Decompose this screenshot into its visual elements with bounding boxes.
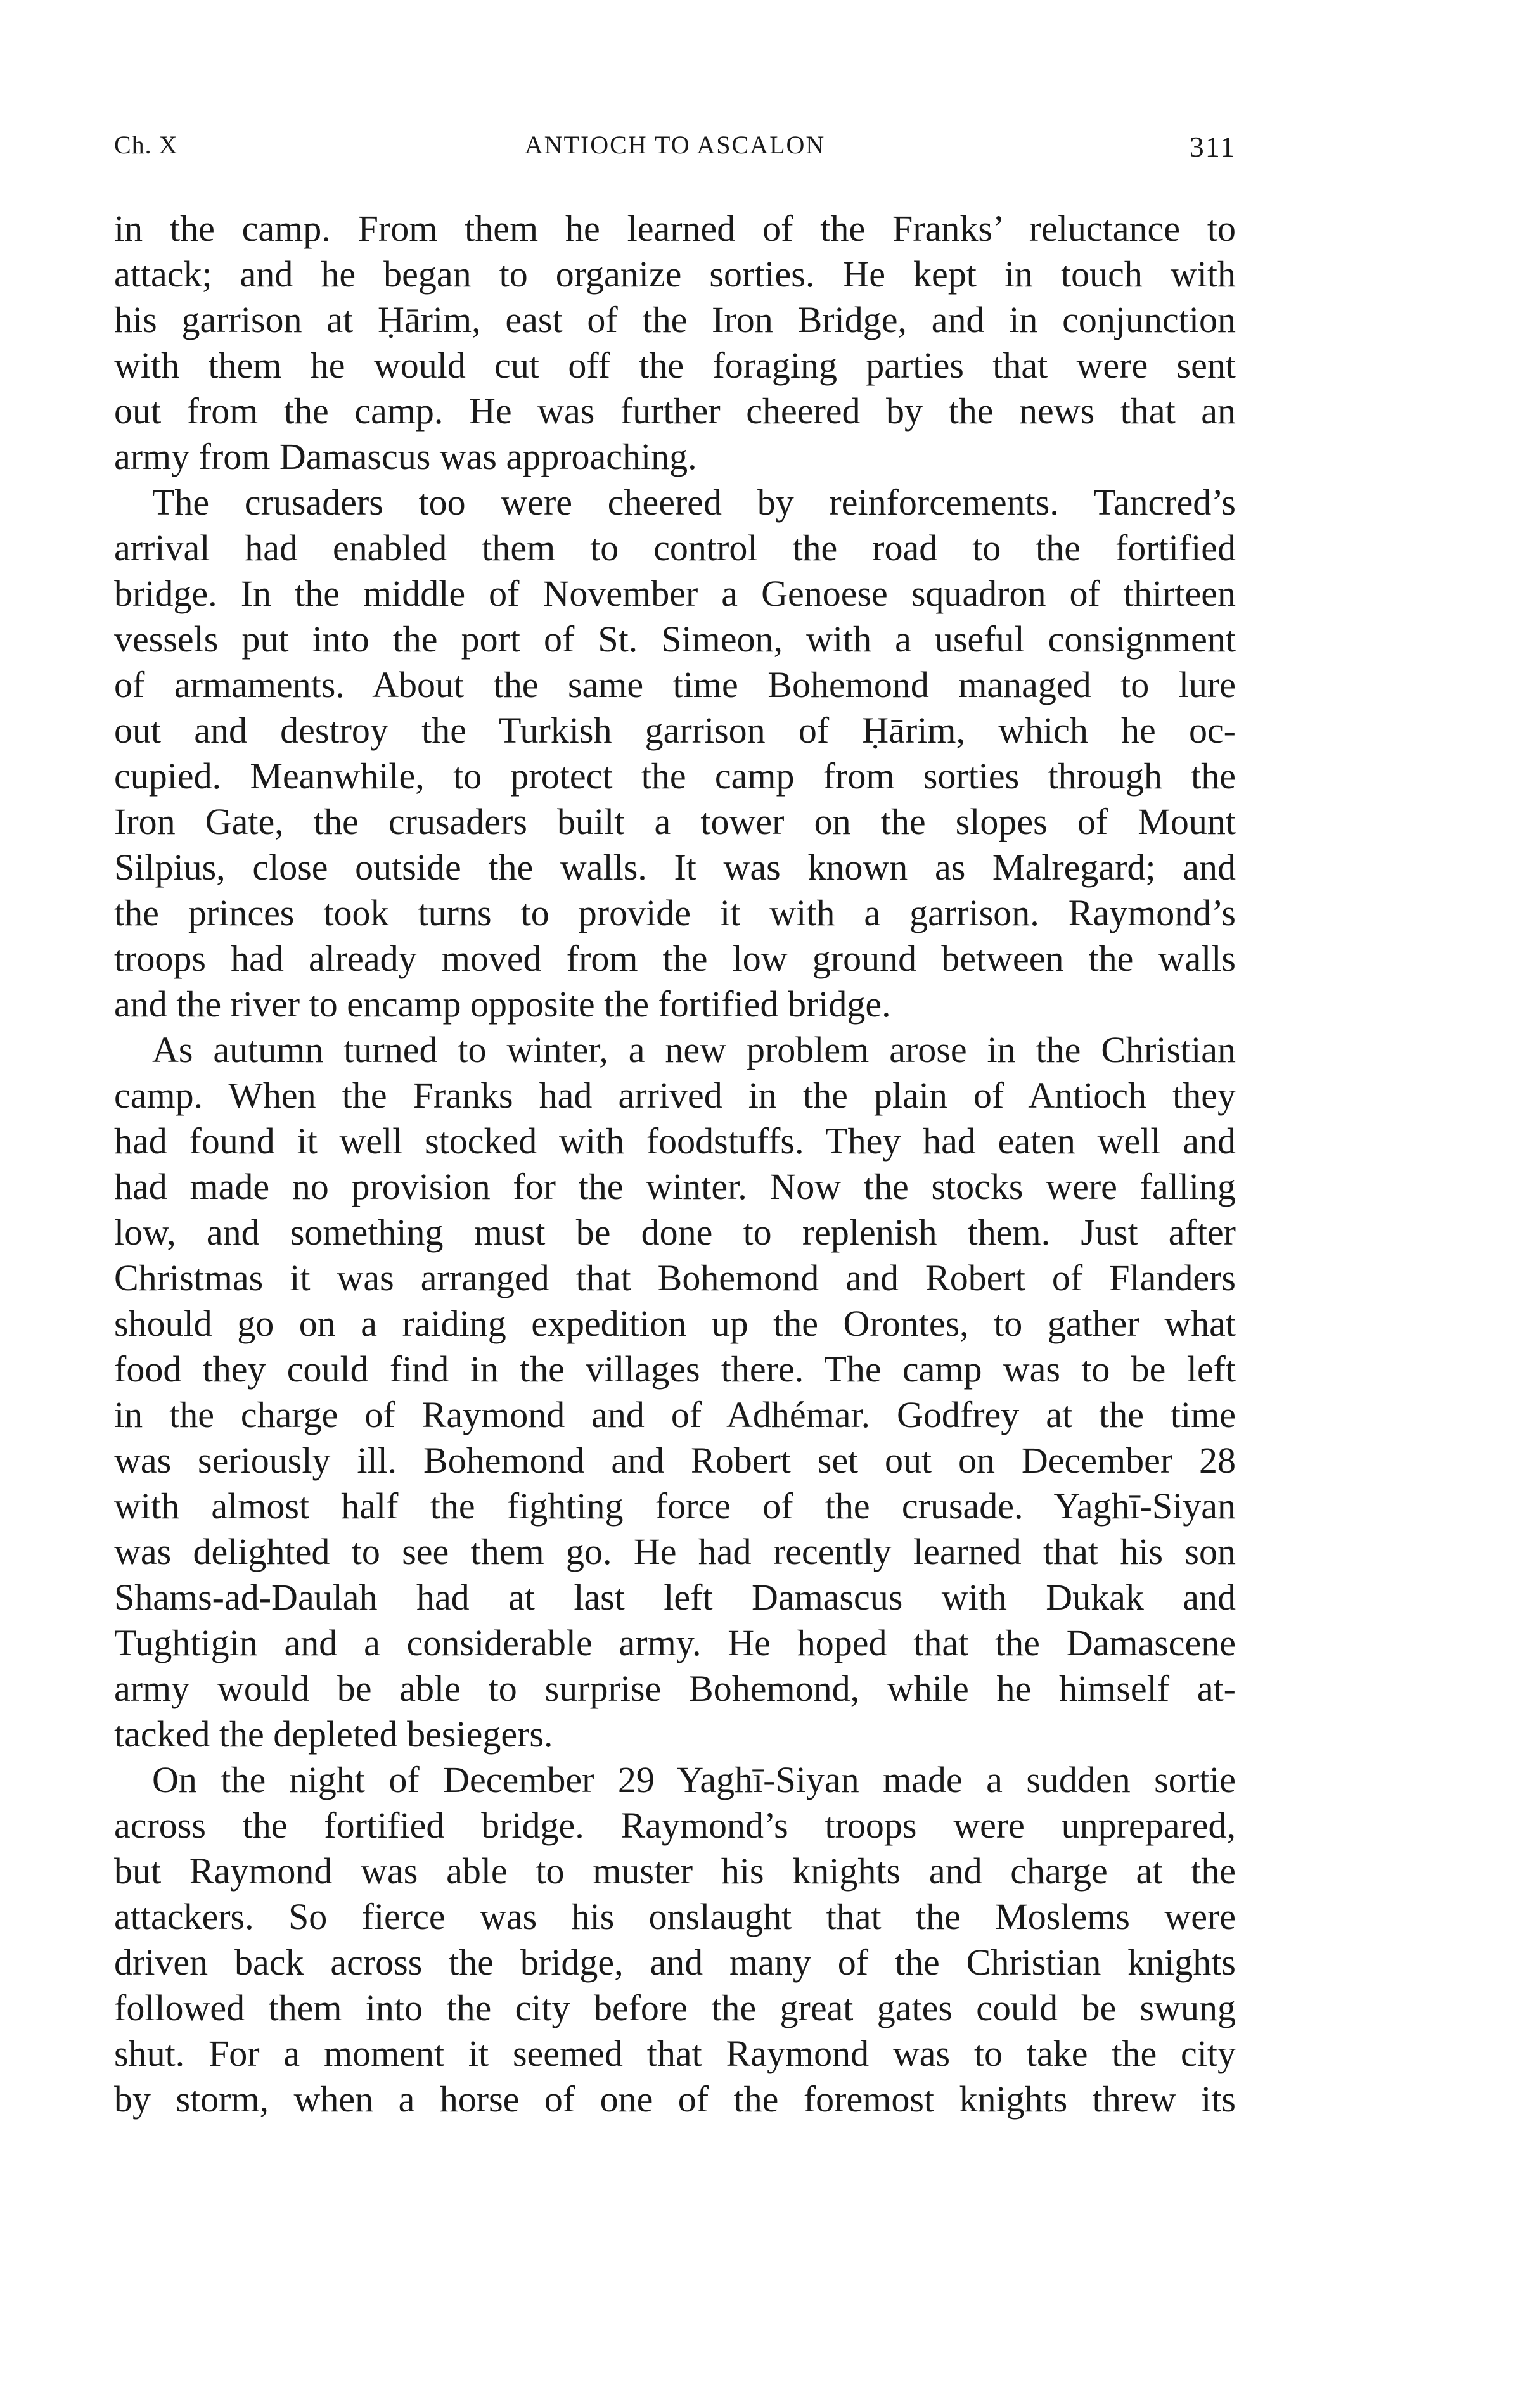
- text-line: army would be able to surprise Bohemond, while he himself at-: [114, 1668, 1236, 1709]
- text-line: low, and something must be done to replenish them. Just after: [114, 1212, 1236, 1253]
- text-line: the princes took turns to provide it with a garrison. Raymond’s: [114, 892, 1236, 933]
- text-line: tacked the depleted besiegers.: [114, 1713, 553, 1755]
- text-line: with almost half the fighting force of the crusade. Yaghī-Siyan: [114, 1485, 1236, 1527]
- chapter-label: Ch. X: [114, 131, 178, 159]
- text-line: Tughtigin and a considerable army. He hoped that the Damascene: [114, 1622, 1236, 1663]
- running-head: [114, 130, 1236, 168]
- text-line: cupied. Meanwhile, to protect the camp from sorties through the: [114, 755, 1236, 797]
- text-line: should go on a raiding expedition up the Orontes, to gather what: [114, 1303, 1236, 1344]
- text-line: was delighted to see them go. He had recently learned that his son: [114, 1531, 1236, 1572]
- text-line: of armaments. About the same time Bohemond managed to lure: [114, 664, 1236, 705]
- text-line: Shams-ad-Daulah had at last left Damascus with Dukak and: [114, 1577, 1236, 1618]
- body-text: [114, 206, 1236, 2122]
- text-line: had found it well stocked with foodstuffs. They had eaten well and: [114, 1120, 1236, 1162]
- text-line: shut. For a moment it seemed that Raymond was to take the city: [114, 2033, 1236, 2074]
- text-line: was seriously ill. Bohemond and Robert set out on December 28: [114, 1440, 1236, 1481]
- text-line: army from Damascus was approaching.: [114, 436, 697, 477]
- text-line: vessels put into the port of St. Simeon, with a useful consignment: [114, 618, 1236, 660]
- text-line: in the camp. From them he learned of the Franks’ reluctance to: [114, 208, 1236, 249]
- paragraph-first-line: On the night of December 29 Yaghī-Siyan made a sudden sortie: [152, 1759, 1236, 1800]
- text-line: driven back across the bridge, and many of the Christian knights: [114, 1942, 1236, 1983]
- text-line: attack; and he began to organize sorties. He kept in touch with: [114, 253, 1236, 295]
- page-number: 311: [1189, 131, 1236, 163]
- text-line: his garrison at Ḥārim, east of the Iron Bridge, and in conjunction: [114, 299, 1236, 340]
- text-line: by storm, when a horse of one of the foremost knights threw its: [114, 2078, 1236, 2120]
- text-line: out from the camp. He was further cheered by the news that an: [114, 390, 1236, 432]
- paragraph-first-line: As autumn turned to winter, a new problem arose in the Christian: [152, 1029, 1236, 1070]
- text-line: Iron Gate, the crusaders built a tower on the slopes of Mount: [114, 801, 1236, 842]
- text-line: troops had already moved from the low ground between the walls: [114, 938, 1236, 979]
- text-line: followed them into the city before the great gates could be swung: [114, 1987, 1236, 2028]
- text-line: food they could find in the villages there. The camp was to be left: [114, 1348, 1236, 1390]
- text-line: Christmas it was arranged that Bohemond and Robert of Flanders: [114, 1257, 1236, 1298]
- text-line: bridge. In the middle of November a Genoese squadron of thirteen: [114, 573, 1236, 614]
- text-line: across the fortified bridge. Raymond’s troops were unprepared,: [114, 1805, 1236, 1846]
- text-line: Silpius, close outside the walls. It was known as Malregard; and: [114, 847, 1236, 888]
- text-line: with them he would cut off the foraging parties that were sent: [114, 345, 1236, 386]
- text-line: but Raymond was able to muster his knights and charge at the: [114, 1850, 1236, 1892]
- text-line: camp. When the Franks had arrived in the plain of Antioch they: [114, 1075, 1236, 1116]
- paragraph-first-line: The crusaders too were cheered by reinforcements. Tancred’s: [152, 482, 1236, 523]
- text-line: attackers. So fierce was his onslaught that the Moslems were: [114, 1896, 1236, 1937]
- text-line: and the river to encamp opposite the fortified bridge.: [114, 983, 891, 1025]
- running-title: ANTIOCH TO ASCALON: [524, 131, 826, 159]
- text-line: had made no provision for the winter. Now the stocks were falling: [114, 1166, 1236, 1207]
- text-line: arrival had enabled them to control the road to the fortified: [114, 527, 1236, 568]
- text-line: in the charge of Raymond and of Adhémar. Godfrey at the time: [114, 1394, 1236, 1435]
- text-line: out and destroy the Turkish garrison of Ḥārim, which he oc-: [114, 710, 1236, 751]
